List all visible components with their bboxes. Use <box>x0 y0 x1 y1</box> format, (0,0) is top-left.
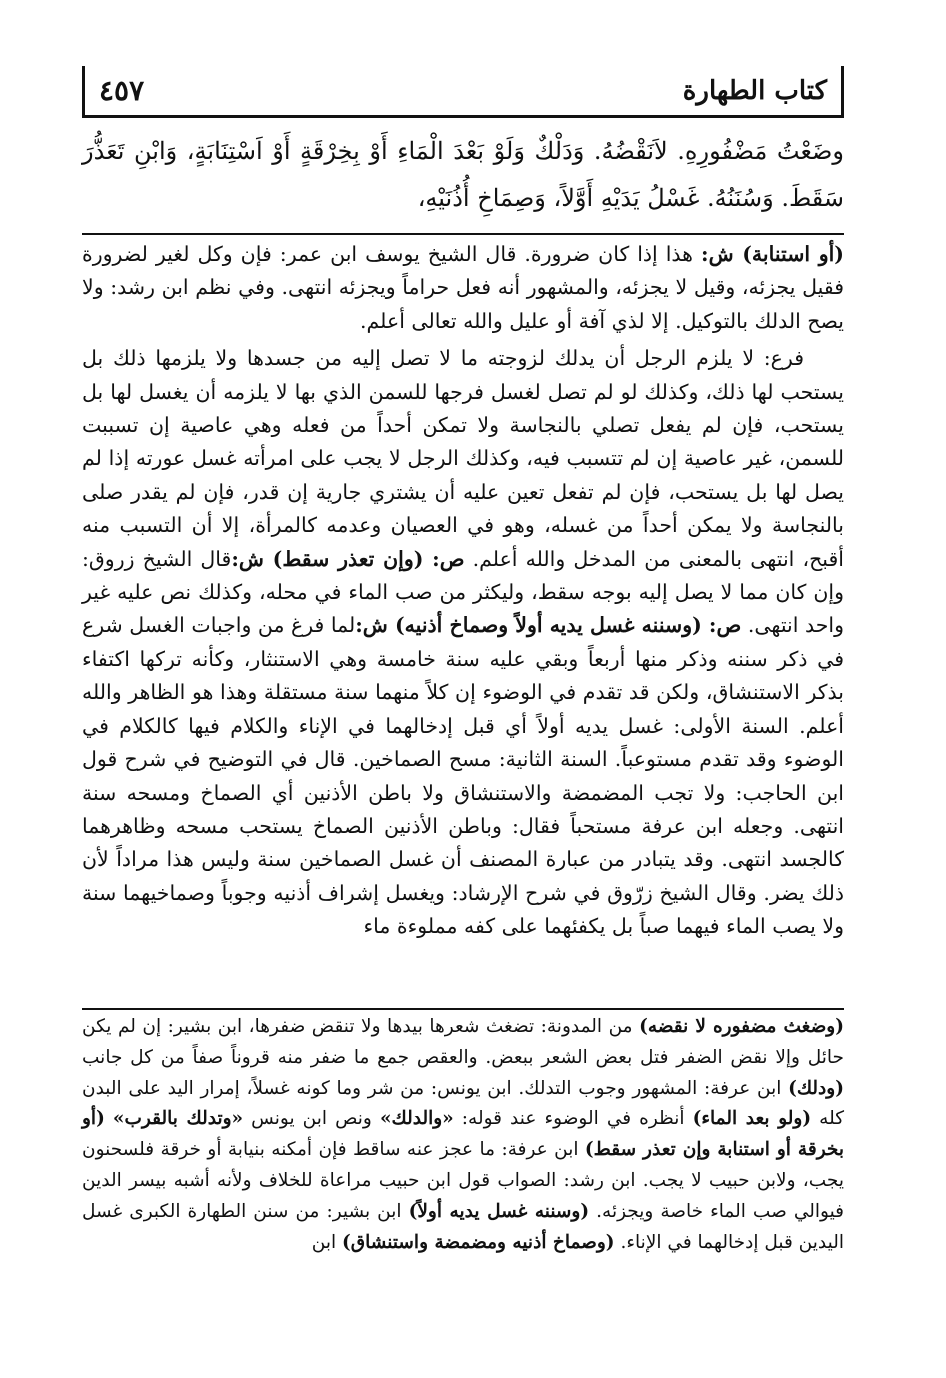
commentary-paragraph: (أو استنابة) ش: هذا إذا كان ضرورة. قال الشيخ يوسف ابن عمر: فإن وكل لغير لضرورة فقيل يجزئه، وقيل لا يجزئه، والمشهور أنه فعل حراماً ويجزئه انتهى. وفي نظم ابن رشد: ولا يصح الدلك بالتوكيل. إلا لذي آفة أو عليل والله تعالى أعلم. <box>82 242 845 333</box>
separator-rule <box>82 233 844 235</box>
lemma: (ولو بعد الماء) <box>692 1108 812 1130</box>
lemma: ص: (وإن تعذر سقط) ش: <box>231 546 465 571</box>
footnotes: (وضغث مضفوره لا نقضه) من المدونة: تضغث شعرها بيدها ولا تنقض ضفرها، ابن بشير: إن لم يكن حائل وإلا نقض الضفر فتل بعض الشعر ببعض. والعقص جمع ما ضفر منه قروناً صفاً من كل جانب (ودلك) ابن عرفة: المشهور وجوب التدلك. ابن يونس: من شر وما كونه غسلاً، إمرار اليد على البدن كله (ولو بعد الماء) أنظره في الوضوء عند قوله: «والدلك» ونص ابن يونس «وتدلك بالقرب» (أو بخرقة أو استنابة وإن تعذر سقط) ابن عرفة: ما عجز عنه ساقط فإن أمكنه بنيابة أو خرقة فلسحنون يجب، ولابن حبيب لا يجب. ابن رشد: الصواب قول ابن حبيب مراعاة للخلاف ولأنه أشبه بيسر الدين فيوالي صب الماء خاصة ويجزئه. (وسننه غسل يديه أولاً) ابن بشير: من سنن الطهارة الكبرى غسل اليدين قبل إدخالهما في الإناء. (وصماخ أذنيه ومضمضة واستنشاق) ابن <box>82 1016 845 1253</box>
page-header <box>82 66 844 118</box>
chapter-title: كتاب الطهارة <box>682 75 827 106</box>
lemma: «والدلك» <box>379 1108 454 1130</box>
lemma: (وضغث مضفوره لا نقضه) <box>639 1016 844 1037</box>
lemma: (وصماخ أذنيه ومضمضة واستنشاق) <box>342 1231 615 1253</box>
lemma: ص: (وسننه غسل يديه أولاً وصماخ أذنيه) ش: <box>355 613 742 638</box>
footnote-separator <box>82 1008 844 1010</box>
lemma: «وتدلك بالقرب» <box>112 1108 244 1130</box>
page-number: ٤٥٧ <box>99 74 145 107</box>
lemma: (أو استنابة) ش: <box>701 242 845 266</box>
lemma: (أو بخرقة أو استنابة وإن تعذر سقط) <box>82 1108 844 1161</box>
lemma: (وسننه غسل يديه أولاً) <box>408 1200 590 1222</box>
matn-text: وضَعْتُ مَضْفُورِهِ. لاَنَقْضُهُ. وَدَلْكٌ وَلَوْ بَعْدَ الْمَاءِ أَوْ بِخِرْقَةٍ أَوْ اَسْتِنَابَةٍ، وَابْنِ تَعَذُّرَ سَقَطَ. وَسُنَنُهُ. غَسْلُ يَدَيْهِ أَوَّلاً، وَصِمَاخِ أُذُنَيْهِ، <box>82 137 844 212</box>
commentary-paragraph: فرع: لا يلزم الرجل أن يدلك لزوجته ما لا تصل إليه من جسدها ولا يلزمها ذلك بل يستحب لها ذلك، وكذلك لو لم تصل لغسل فرجها للسمن الذي بها لا يلزمه أن يغسل لها بل يستحب، فإن لم يفعل تصلي بالنجاسة ولا تمكن أحداً من فعله وهي عاصية إن تسببت للسمن، غير عاصية إن لم تتسبب فيه، وكذلك الرجل لا يجب على امرأته غسل عورته إذا لم يصل لها بل يستحب، فإن لم تفعل تعين عليه أن يشتري جارية إن قدر، فإن لم يقدر صلى بالنجاسة ولا يمكن أحداً من غسله، وهو في العصيان وعدمه كالمرأة، إلا أن التسبب منه أقبح، انتهى بالمعنى من المدخل والله أعلم. ص: (وإن تعذر سقط) ش:قال الشيخ زروق: وإن كان مما لا يصل إليه بوجه سقط، وليكثر من صب الماء في محله، وكذلك نص عليه غير واحد انتهى. ص: (وسننه غسل يديه أولاً وصماخ أذنيه) ش:لما فرغ من واجبات الغسل شرع في ذكر سننه وذكر منها أربعاً وبقي عليه سنة خامسة وهي الاستنثار، وكأنه تركها اكتفاء بذكر الاستنشاق، ولكن قد تقدم في الوضوء إن كلاً منهما سنة مستقلة وهذا هو الظاهر والله أعلم. السنة الأولى: غسل يديه أولاً أي قبل إدخالهما في الإناء والكلام فيها كالكلام في الوضوء وقد تقدم مستوعباً. السنة الثانية: مسح الصماخين. قال في التوضيح في شرح قول ابن الحاجب: ولا تجب المضمضة والاستنشاق ولا باطن الأذنين أي الصماخ ومسحه سنة انتهى. وجعله ابن عرفة مستحباً فقال: وباطن الأذنين الصماخ يستحب مسحه وظاهرهما كالجسد انتهى. وقد يتبادر من عبارة المصنف أن غسل الصماخين سنة وليس هذا مراداً لأن ذلك يضر. وقال الشيخ زرّوق في شرح الإرشاد: ويغسل إشراف أذنيه وجوباً وصماخيهما سنة ولا يصب الماء فيهما صباً بل يكفئهما على كفه مملوءة ماء <box>82 346 844 939</box>
lemma: (ودلك) <box>788 1077 844 1099</box>
commentary <box>82 238 844 944</box>
